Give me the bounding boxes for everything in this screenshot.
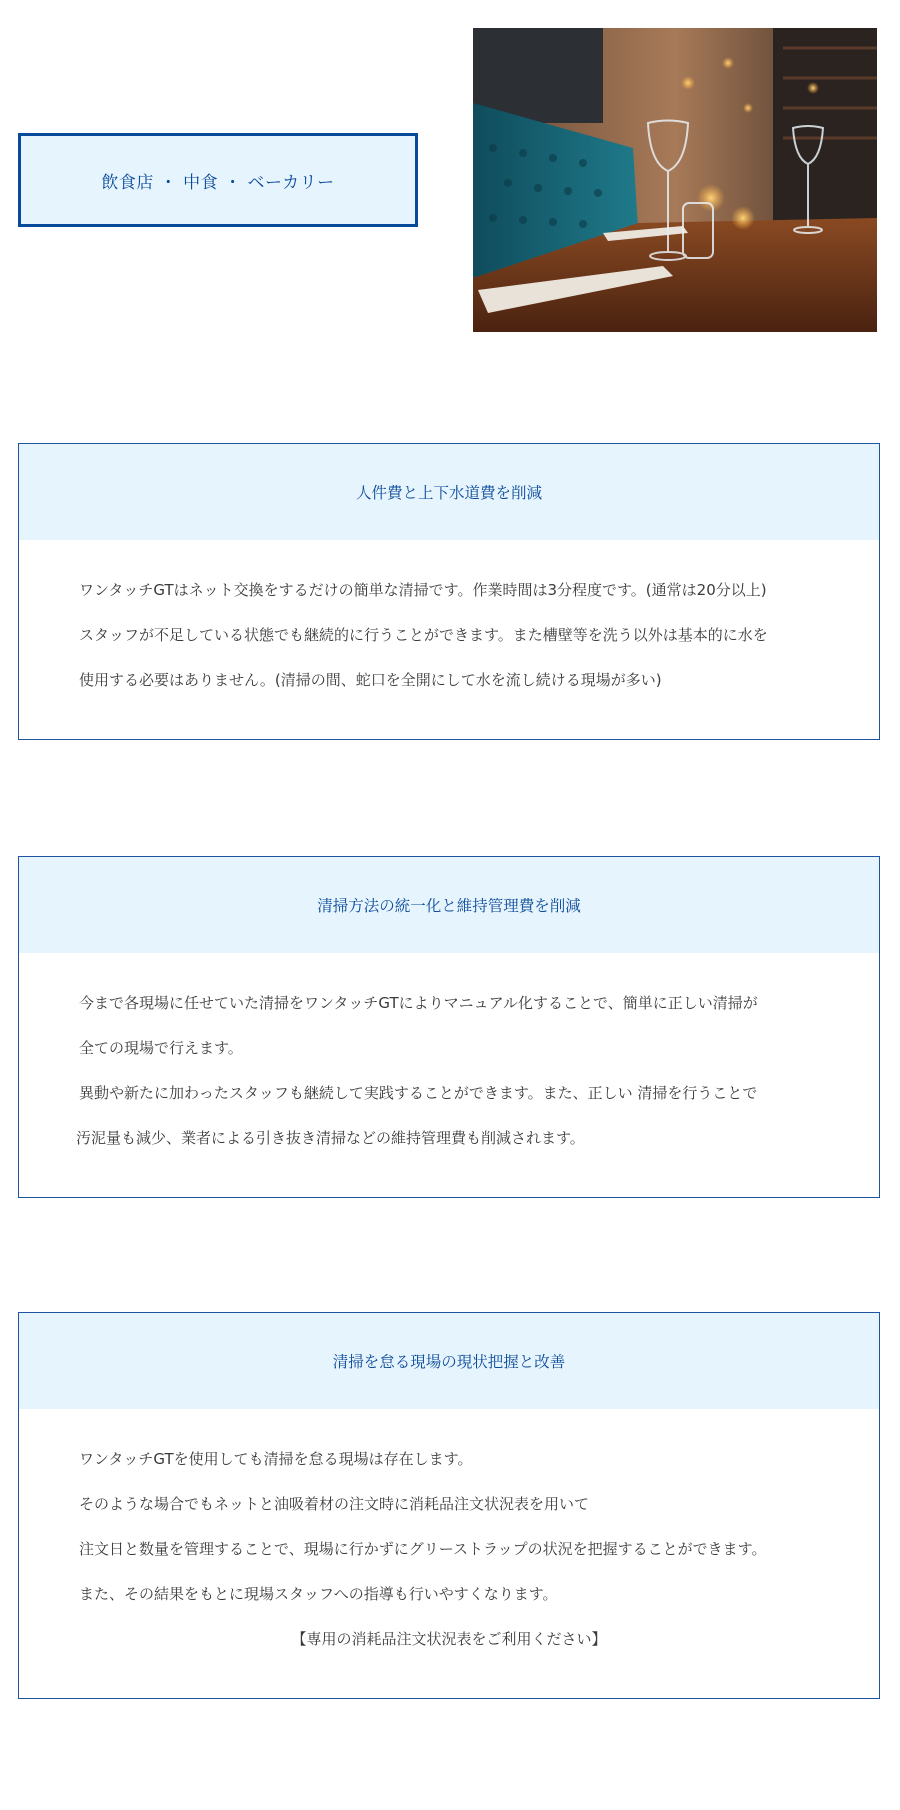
body-text-line: 注文日と数量を管理することで、現場に行かずにグリーストラップの状況を把握することができます。 <box>79 1540 767 1558</box>
body-text-line: そのような場合でもネットと油吸着材の注文時に消耗品注文状況表を用いて <box>79 1495 590 1513</box>
section-labor-water-cost <box>18 443 880 740</box>
body-text-line: 今まで各現場に任せていた清掃をワンタッチGTによりマニュアル化することで、簡単に正しい清掃が <box>79 994 758 1012</box>
body-text-line: 使用する必要はありません。(清掃の間、蛇口を全開にして水を流し続ける現場が多い) <box>79 671 662 689</box>
section-body <box>19 953 879 1181</box>
category-label: 飲食店 ・ 中食 ・ ベーカリー <box>101 172 335 193</box>
body-text-line: 汚泥量も減少、業者による引き抜き清掃などの維持管理費も削減されます。 <box>76 1129 585 1147</box>
section-title: 清掃方法の統一化と維持管理費を削減 <box>317 897 581 915</box>
body-text-line: 全ての現場で行えます。 <box>79 1039 243 1057</box>
body-text-line: ワンタッチGTを使用しても清掃を怠る現場は存在します。 <box>79 1450 473 1468</box>
body-text-line: ワンタッチGTはネット交換をするだけの簡単な清掃です。作業時間は3分程度です。(通常は20分以上) <box>79 581 767 599</box>
section-title: 清掃を怠る現場の現状把握と改善 <box>332 1353 566 1371</box>
body-text-line: また、その結果をもとに現場スタッフへの指導も行いやすくなります。 <box>79 1585 558 1603</box>
section-title-bar <box>19 857 879 953</box>
section-title-bar <box>19 444 879 540</box>
body-text-line: スタッフが不足している状態でも継続的に行うことができます。また槽壁等を洗う以外は基本的に水を <box>79 626 768 644</box>
order-sheet-notice: 【専用の消耗品注文状況表をご利用ください】 <box>291 1630 607 1648</box>
section-body <box>19 540 879 723</box>
restaurant-photo <box>473 28 877 332</box>
category-label-box <box>18 133 418 227</box>
section-body <box>19 1409 879 1682</box>
section-cleaning-standardization <box>18 856 880 1198</box>
body-text-line: 異動や新たに加わったスタッフも継続して実践することができます。また、正しい 清掃を行うことで <box>79 1084 758 1102</box>
section-site-status-improvement <box>18 1312 880 1699</box>
section-title-bar <box>19 1313 879 1409</box>
section-title: 人件費と上下水道費を削減 <box>355 484 542 502</box>
